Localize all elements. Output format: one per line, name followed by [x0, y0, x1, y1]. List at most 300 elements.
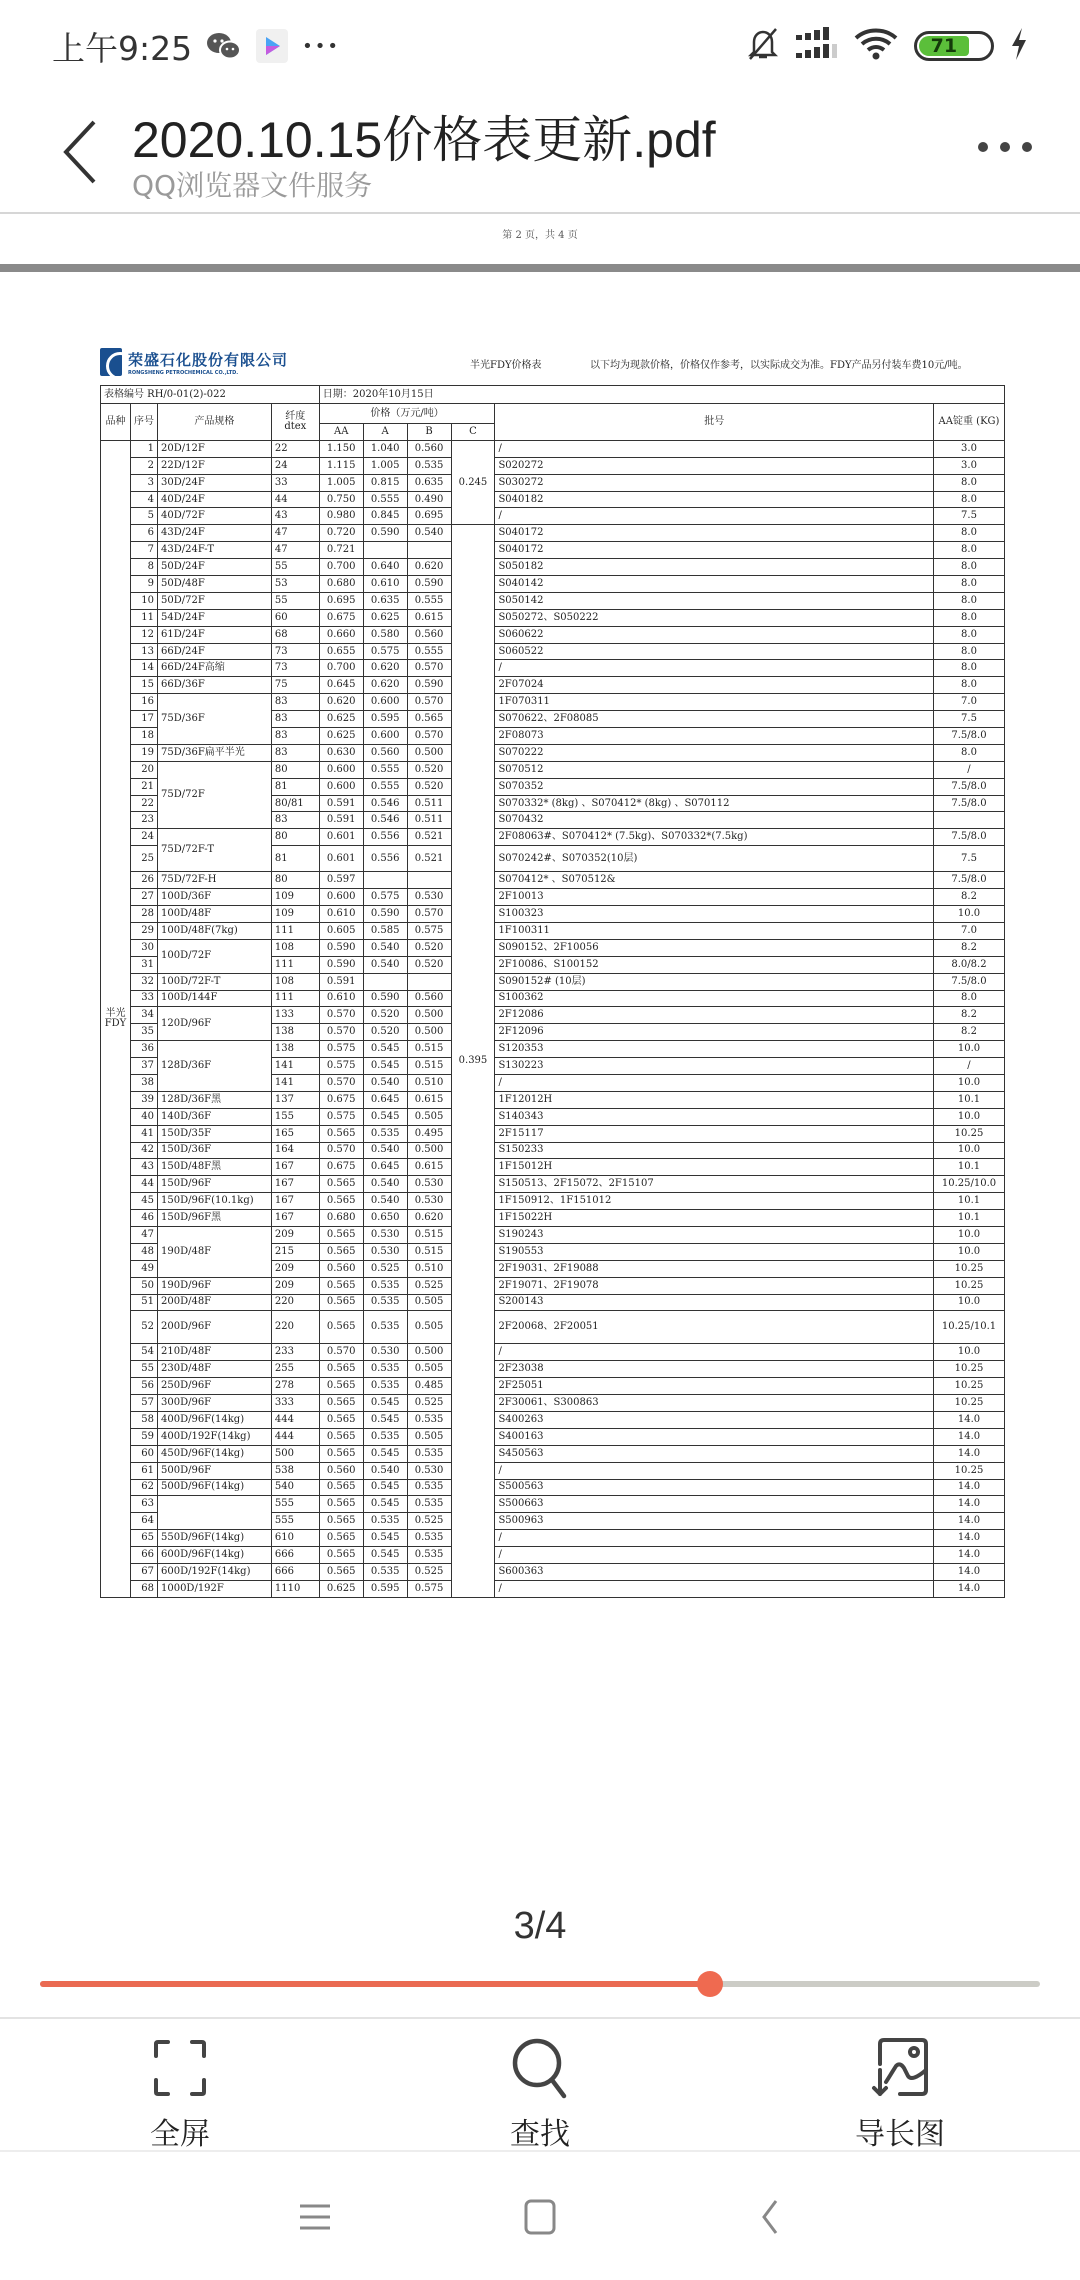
price-a-cell: 0.546	[363, 812, 407, 829]
spec-cell: 400D/96F(14kg)	[157, 1411, 271, 1428]
table-row	[101, 1277, 1005, 1294]
price-a-cell: 0.555	[363, 778, 407, 795]
battery-level: 71	[919, 36, 969, 56]
price-aa-cell: 0.980	[319, 508, 363, 525]
batch-cell: 2F30061、S300863	[495, 1395, 934, 1412]
seq-cell: 11	[130, 609, 157, 626]
export-long-image-button[interactable]	[820, 2033, 980, 2153]
table-row	[101, 1007, 1005, 1024]
dtex-cell: 209	[271, 1226, 319, 1243]
bottom-toolbar	[0, 2019, 1080, 2150]
table-row	[101, 1226, 1005, 1243]
seq-cell: 22	[130, 795, 157, 812]
slider-progress	[40, 1981, 710, 1987]
spec-cell: 550D/96F(14kg)	[157, 1530, 271, 1547]
seq-cell: 3	[130, 474, 157, 491]
dtex-cell: 141	[271, 1074, 319, 1091]
slider-thumb[interactable]	[697, 1971, 723, 1997]
price-a-cell: 0.535	[363, 1428, 407, 1445]
batch-cell: 2F12096	[495, 1024, 934, 1041]
weight-cell: 14.0	[933, 1428, 1004, 1445]
price-aa-cell: 0.695	[319, 592, 363, 609]
weight-cell: 14.0	[933, 1564, 1004, 1581]
weight-cell: 8.0	[933, 491, 1004, 508]
seq-cell: 59	[130, 1428, 157, 1445]
dtex-cell: 538	[271, 1462, 319, 1479]
dtex-cell: 83	[271, 711, 319, 728]
find-button[interactable]	[460, 2033, 620, 2153]
signal-icon	[796, 26, 838, 66]
seq-cell: 55	[130, 1361, 157, 1378]
export-long-image-label: 导长图	[855, 2117, 945, 2152]
seq-cell: 58	[130, 1411, 157, 1428]
price-a-cell: 0.545	[363, 1547, 407, 1564]
dtex-cell: 83	[271, 728, 319, 745]
seq-cell: 6	[130, 525, 157, 542]
price-a-cell: 0.620	[363, 677, 407, 694]
price-aa-cell: 0.601	[319, 829, 363, 846]
seq-cell: 1	[130, 440, 157, 457]
price-b-cell: 0.510	[407, 1260, 451, 1277]
price-aa-cell: 0.570	[319, 1007, 363, 1024]
table-row	[101, 1496, 1005, 1513]
weight-cell: 10.1	[933, 1193, 1004, 1210]
price-b-cell: 0.520	[407, 761, 451, 778]
price-a-cell: 0.540	[363, 1176, 407, 1193]
weight-cell: 10.0	[933, 1074, 1004, 1091]
spec-cell: 75D/72F	[157, 761, 271, 829]
weight-cell: 8.0	[933, 626, 1004, 643]
table-row	[101, 1159, 1005, 1176]
dtex-cell: 53	[271, 576, 319, 593]
seq-cell: 33	[130, 990, 157, 1007]
weight-cell: 7.5	[933, 846, 1004, 872]
weight-cell: 10.0	[933, 1041, 1004, 1058]
price-b-cell: 0.635	[407, 474, 451, 491]
table-row	[101, 694, 1005, 711]
seq-cell: 61	[130, 1462, 157, 1479]
page-slider[interactable]	[40, 1978, 1040, 1990]
dtex-cell: 43	[271, 508, 319, 525]
dtex-cell: 666	[271, 1564, 319, 1581]
price-b-cell: 0.515	[407, 1041, 451, 1058]
charging-icon	[1010, 28, 1028, 64]
table-row	[101, 872, 1005, 889]
weight-cell: 7.5/8.0	[933, 973, 1004, 990]
dtex-cell: 610	[271, 1530, 319, 1547]
spec-cell: 66D/24F	[157, 643, 271, 660]
price-aa-cell: 0.565	[319, 1411, 363, 1428]
seq-cell: 38	[130, 1074, 157, 1091]
recent-apps-button[interactable]	[285, 2192, 345, 2242]
weight-cell: 3.0	[933, 440, 1004, 457]
price-aa-cell: 0.625	[319, 728, 363, 745]
price-a-cell: 0.535	[363, 1277, 407, 1294]
batch-cell: 2F20068、2F20051	[495, 1311, 934, 1344]
more-options-button[interactable]	[970, 132, 1040, 162]
fullscreen-label: 全屏	[150, 2117, 210, 2152]
weight-cell: 7.5/8.0	[933, 872, 1004, 889]
price-a-cell: 0.530	[363, 1344, 407, 1361]
seq-cell: 19	[130, 744, 157, 761]
price-a-cell: 0.535	[363, 1564, 407, 1581]
price-aa-cell: 0.655	[319, 643, 363, 660]
seq-cell: 50	[130, 1277, 157, 1294]
pdf-page[interactable]	[0, 272, 1080, 1892]
spec-cell	[157, 1496, 271, 1530]
price-aa-cell: 0.565	[319, 1226, 363, 1243]
table-row	[101, 576, 1005, 593]
weight-cell: 7.5/8.0	[933, 795, 1004, 812]
spec-cell: 100D/48F(7kg)	[157, 922, 271, 939]
spec-cell: 100D/48F	[157, 906, 271, 923]
table-row	[101, 1462, 1005, 1479]
price-aa-cell: 0.565	[319, 1428, 363, 1445]
weight-cell: 10.0	[933, 1243, 1004, 1260]
price-b-cell: 0.510	[407, 1074, 451, 1091]
header-dtex: 纤度 dtex	[271, 404, 319, 441]
price-a-cell: 0.590	[363, 906, 407, 923]
weight-cell: 8.0	[933, 474, 1004, 491]
fullscreen-icon	[145, 2033, 215, 2103]
batch-cell: S070622、2F08085	[495, 711, 934, 728]
seq-cell: 35	[130, 1024, 157, 1041]
seq-cell: 54	[130, 1344, 157, 1361]
price-aa-cell: 0.575	[319, 1058, 363, 1075]
batch-cell: S100362	[495, 990, 934, 1007]
seq-cell: 17	[130, 711, 157, 728]
company-name-cn: 荣盛石化股份有限公司	[128, 350, 289, 369]
price-a-cell: 0.530	[363, 1226, 407, 1243]
batch-cell: S020272	[495, 457, 934, 474]
dtex-cell: 167	[271, 1159, 319, 1176]
spec-cell: 210D/48F	[157, 1344, 271, 1361]
price-a-cell: 0.625	[363, 609, 407, 626]
weight-cell: 8.0	[933, 744, 1004, 761]
table-row	[101, 906, 1005, 923]
price-b-cell: 0.521	[407, 846, 451, 872]
seq-cell: 39	[130, 1091, 157, 1108]
spec-cell: 200D/96F	[157, 1311, 271, 1344]
spec-cell: 50D/72F	[157, 592, 271, 609]
price-aa-cell: 0.565	[319, 1496, 363, 1513]
batch-cell: /	[495, 1074, 934, 1091]
spec-cell: 100D/72F-T	[157, 973, 271, 990]
table-row	[101, 1411, 1005, 1428]
weight-cell: 10.1	[933, 1210, 1004, 1227]
dtex-cell: 80/81	[271, 795, 319, 812]
seq-cell: 43	[130, 1159, 157, 1176]
price-a-cell: 0.535	[363, 1125, 407, 1142]
long-image-icon	[865, 2033, 935, 2103]
price-b-cell: 0.530	[407, 1193, 451, 1210]
price-b-cell: 0.505	[407, 1294, 451, 1311]
batch-cell: S450563	[495, 1445, 934, 1462]
dtex-cell: 108	[271, 973, 319, 990]
batch-cell: S140343	[495, 1108, 934, 1125]
system-back-button[interactable]	[740, 2192, 800, 2242]
table-row	[101, 440, 1005, 457]
weight-cell: 8.0/8.2	[933, 956, 1004, 973]
spec-cell: 50D/48F	[157, 576, 271, 593]
price-note: 以下均为现款价格，价格仅作参考，以实际成交为准。FDY产品另付装车费10元/吨。	[590, 360, 968, 371]
seq-cell: 28	[130, 906, 157, 923]
weight-cell: 8.2	[933, 939, 1004, 956]
weight-cell: 8.0	[933, 525, 1004, 542]
price-b-cell: 0.525	[407, 1277, 451, 1294]
fullscreen-button[interactable]	[100, 2033, 260, 2153]
status-bar	[0, 0, 1080, 92]
seq-cell: 7	[130, 542, 157, 559]
home-square-icon	[523, 2198, 557, 2236]
price-b-cell: 0.530	[407, 1176, 451, 1193]
weight-cell: 8.0	[933, 542, 1004, 559]
price-b-cell: 0.615	[407, 609, 451, 626]
table-row	[101, 491, 1005, 508]
price-aa-cell: 0.565	[319, 1311, 363, 1344]
dtex-cell: 47	[271, 525, 319, 542]
dtex-cell: 164	[271, 1142, 319, 1159]
dtex-cell: 444	[271, 1428, 319, 1445]
weight-cell: 10.25	[933, 1395, 1004, 1412]
dtex-cell: 109	[271, 906, 319, 923]
table-row	[101, 1428, 1005, 1445]
spec-cell: 100D/72F	[157, 939, 271, 973]
seq-cell: 15	[130, 677, 157, 694]
app-header	[0, 92, 1080, 214]
dtex-cell: 167	[271, 1193, 319, 1210]
price-aa-cell: 0.610	[319, 990, 363, 1007]
batch-cell: S040172	[495, 542, 934, 559]
seq-cell: 16	[130, 694, 157, 711]
seq-cell: 64	[130, 1513, 157, 1530]
batch-cell: /	[495, 1580, 934, 1597]
weight-cell: 10.25	[933, 1277, 1004, 1294]
weight-cell: 7.5/8.0	[933, 728, 1004, 745]
seq-cell: 66	[130, 1547, 157, 1564]
dtex-cell: 80	[271, 829, 319, 846]
price-a-cell: 0.556	[363, 846, 407, 872]
menu-icon	[298, 2202, 332, 2232]
dtex-cell: 109	[271, 889, 319, 906]
price-a-cell: 0.575	[363, 643, 407, 660]
document-source: QQ浏览器文件服务	[132, 169, 373, 202]
price-b-cell: 0.495	[407, 1125, 451, 1142]
price-aa-cell: 0.590	[319, 956, 363, 973]
spec-cell: 40D/24F	[157, 491, 271, 508]
price-aa-cell: 0.625	[319, 711, 363, 728]
price-aa-cell: 0.590	[319, 939, 363, 956]
batch-cell: /	[495, 508, 934, 525]
price-a-cell: 0.555	[363, 761, 407, 778]
dtex-cell: 68	[271, 626, 319, 643]
weight-cell: 10.25	[933, 1361, 1004, 1378]
price-a-cell: 0.530	[363, 1243, 407, 1260]
table-row	[101, 542, 1005, 559]
price-b-cell: 0.570	[407, 728, 451, 745]
price-b-cell: 0.500	[407, 1142, 451, 1159]
weight-cell: 14.0	[933, 1445, 1004, 1462]
price-a-cell: 0.545	[363, 1496, 407, 1513]
seq-cell: 25	[130, 846, 157, 872]
dtex-cell: 108	[271, 939, 319, 956]
price-a-cell: 0.520	[363, 1007, 407, 1024]
price-a-cell: 0.620	[363, 660, 407, 677]
price-aa-cell: 0.565	[319, 1547, 363, 1564]
price-b-cell	[407, 542, 451, 559]
batch-cell: S190243	[495, 1226, 934, 1243]
spec-cell: 200D/48F	[157, 1294, 271, 1311]
dtex-cell: 220	[271, 1294, 319, 1311]
weight-cell: 8.0	[933, 576, 1004, 593]
back-button[interactable]	[58, 112, 108, 192]
price-b-cell: 0.555	[407, 592, 451, 609]
weight-cell: 8.2	[933, 1007, 1004, 1024]
batch-cell: S400163	[495, 1428, 934, 1445]
batch-cell: S500963	[495, 1513, 934, 1530]
price-b-cell: 0.525	[407, 1395, 451, 1412]
price-a-cell: 0.545	[363, 1411, 407, 1428]
dtex-cell: 111	[271, 922, 319, 939]
price-a-cell: 0.545	[363, 1445, 407, 1462]
price-aa-cell: 0.750	[319, 491, 363, 508]
price-b-cell: 0.535	[407, 1547, 451, 1564]
dtex-cell: 278	[271, 1378, 319, 1395]
price-a-cell: 0.535	[363, 1361, 407, 1378]
dtex-cell: 24	[271, 457, 319, 474]
price-a-cell: 0.545	[363, 1058, 407, 1075]
batch-cell: S090152# (10层)	[495, 973, 934, 990]
table-row	[101, 1311, 1005, 1344]
video-app-icon	[256, 29, 288, 63]
price-b-cell: 0.570	[407, 694, 451, 711]
price-b-cell: 0.505	[407, 1361, 451, 1378]
table-row	[101, 626, 1005, 643]
seq-cell: 13	[130, 643, 157, 660]
battery-icon	[914, 31, 994, 61]
batch-cell: S070512	[495, 761, 934, 778]
spec-cell: 54D/24F	[157, 609, 271, 626]
price-b-cell: 0.515	[407, 1243, 451, 1260]
price-b-cell: 0.615	[407, 1091, 451, 1108]
table-row	[101, 1361, 1005, 1378]
seq-cell: 46	[130, 1210, 157, 1227]
batch-cell: 2F08063#、S070412* (7.5kg)、S070332*(7.5kg)	[495, 829, 934, 846]
batch-cell: S150233	[495, 1142, 934, 1159]
dtex-cell: 1110	[271, 1580, 319, 1597]
spec-cell: 50D/24F	[157, 559, 271, 576]
dtex-cell: 47	[271, 542, 319, 559]
table-row	[101, 1479, 1005, 1496]
batch-cell: S040172	[495, 525, 934, 542]
table-row	[101, 1580, 1005, 1597]
batch-cell: S090152、2F10056	[495, 939, 934, 956]
seq-cell: 32	[130, 973, 157, 990]
spec-cell: 75D/72F-H	[157, 872, 271, 889]
price-b-cell: 0.560	[407, 440, 451, 457]
batch-cell: /	[495, 1530, 934, 1547]
weight-cell: 10.0	[933, 1108, 1004, 1125]
spec-cell: 61D/24F	[157, 626, 271, 643]
batch-cell: S070222	[495, 744, 934, 761]
spec-cell: 75D/72F-T	[157, 829, 271, 872]
price-aa-cell: 0.680	[319, 1210, 363, 1227]
weight-cell: 8.0	[933, 592, 1004, 609]
spec-cell: 30D/24F	[157, 474, 271, 491]
price-b-cell: 0.520	[407, 956, 451, 973]
spec-cell: 250D/96F	[157, 1378, 271, 1395]
form-number: 表格编号 RH/0-01(2)-022	[101, 386, 320, 404]
header-price: 价格（万元/吨）	[319, 404, 495, 424]
batch-cell: S030272	[495, 474, 934, 491]
weight-cell: 7.0	[933, 694, 1004, 711]
dtex-cell: 165	[271, 1125, 319, 1142]
dtex-cell: 233	[271, 1344, 319, 1361]
dtex-cell: 81	[271, 778, 319, 795]
dtex-cell: 33	[271, 474, 319, 491]
seq-cell: 9	[130, 576, 157, 593]
weight-cell: 10.25/10.1	[933, 1311, 1004, 1344]
seq-cell: 48	[130, 1243, 157, 1260]
dtex-cell: 666	[271, 1547, 319, 1564]
batch-cell: /	[495, 1344, 934, 1361]
price-b-cell: 0.535	[407, 1496, 451, 1513]
table-row	[101, 592, 1005, 609]
weight-cell: 10.0	[933, 906, 1004, 923]
price-b-cell: 0.620	[407, 1210, 451, 1227]
price-table-title: 半光FDY价格表	[470, 360, 542, 371]
table-row	[101, 1564, 1005, 1581]
price-b-cell: 0.575	[407, 1580, 451, 1597]
table-row	[101, 922, 1005, 939]
price-aa-cell: 1.005	[319, 474, 363, 491]
seq-cell: 27	[130, 889, 157, 906]
weight-cell: 3.0	[933, 457, 1004, 474]
table-row	[101, 609, 1005, 626]
spec-cell: 40D/72F	[157, 508, 271, 525]
home-button[interactable]	[510, 2192, 570, 2242]
batch-cell: S070412* 、S070512&	[495, 872, 934, 889]
dtex-cell: 167	[271, 1176, 319, 1193]
price-a-cell: 0.540	[363, 1462, 407, 1479]
seq-cell: 10	[130, 592, 157, 609]
price-b-cell: 0.520	[407, 778, 451, 795]
price-a-cell: 0.590	[363, 525, 407, 542]
weight-cell: 14.0	[933, 1411, 1004, 1428]
price-a-cell: 0.595	[363, 1580, 407, 1597]
batch-cell: S070432	[495, 812, 934, 829]
price-aa-cell: 0.565	[319, 1125, 363, 1142]
back-arrow-icon	[758, 2197, 782, 2237]
spec-cell: 150D/48F黑	[157, 1159, 271, 1176]
spec-cell: 20D/12F	[157, 440, 271, 457]
batch-cell: S040142	[495, 576, 934, 593]
price-a-cell	[363, 973, 407, 990]
price-a-cell: 0.540	[363, 1142, 407, 1159]
seq-cell: 14	[130, 660, 157, 677]
header-seq: 序号	[130, 404, 157, 441]
price-a-cell: 0.546	[363, 795, 407, 812]
batch-cell: S050272、S050222	[495, 609, 934, 626]
price-a-cell: 0.545	[363, 1395, 407, 1412]
table-row	[101, 1108, 1005, 1125]
variety-cell: 半光 FDY	[101, 440, 131, 1597]
spec-cell: 300D/96F	[157, 1395, 271, 1412]
table-row	[101, 1176, 1005, 1193]
seq-cell: 68	[130, 1580, 157, 1597]
previous-page-footer: 第 2 页，共 4 页	[502, 230, 578, 241]
seq-cell: 18	[130, 728, 157, 745]
